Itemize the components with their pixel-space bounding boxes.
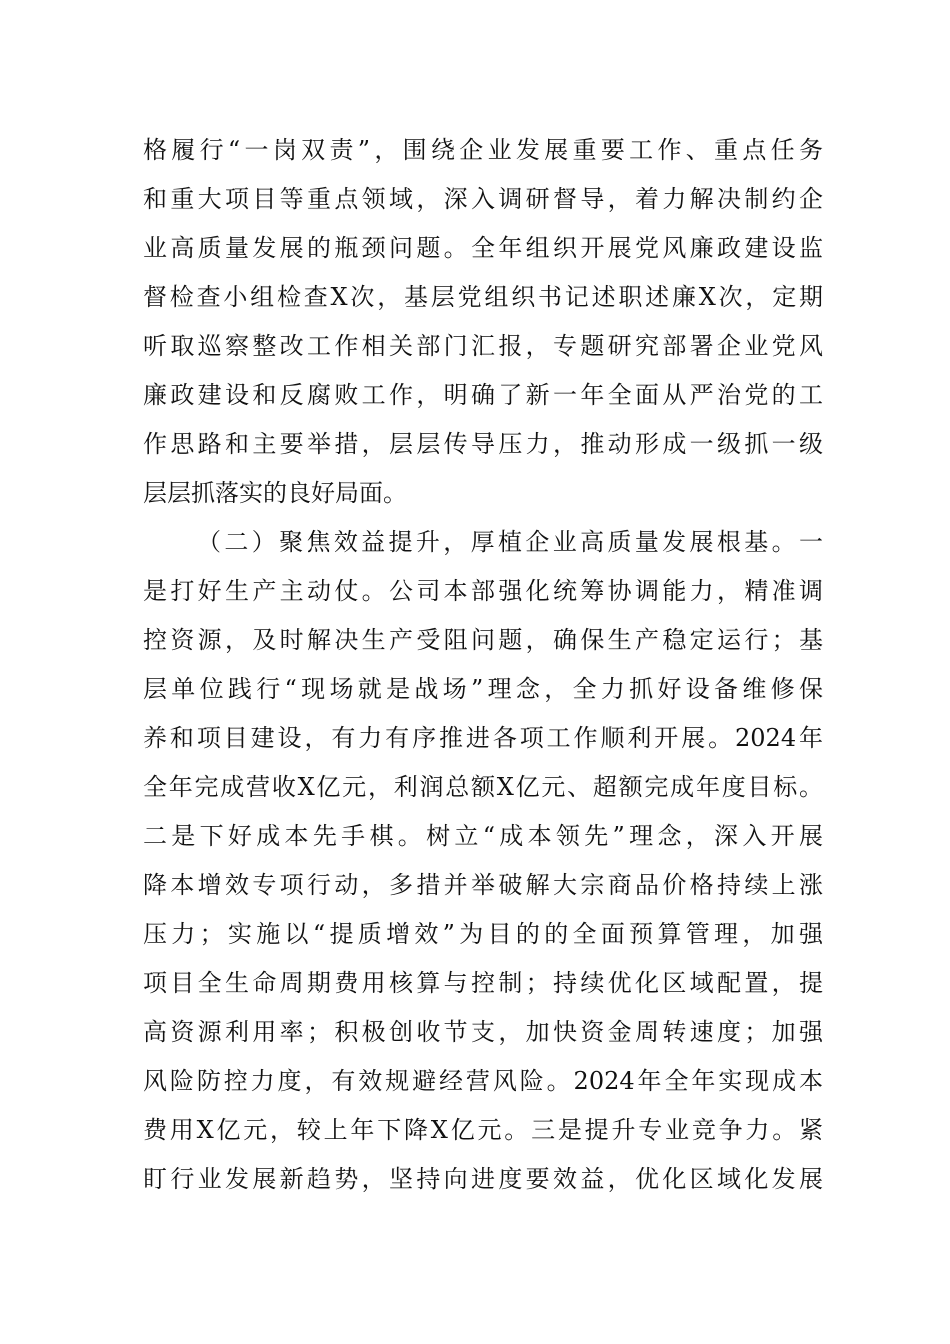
paragraph-end-line: 层层抓落实的良好局面。 [143,479,407,507]
section-heading-line: （二）聚焦效益提升，厚植企业高质量发展根基。一 [197,528,823,556]
text-line: 作思路和主要举措，层层传导压力，推动形成一级抓一级 [143,430,823,458]
text-line: 和重大项目等重点领域，深入调研督导，着力解决制约企 [143,185,823,213]
text-line: 盯行业发展新趋势，坚持向进度要效益，优化区域化发展 [143,1165,823,1193]
text-line: 全年完成营收X亿元，利润总额X亿元、超额完成年度目标。 [143,773,823,801]
text-line: 风险防控力度，有效规避经营风险。2024年全年实现成本 [143,1067,823,1095]
text-line: 费用X亿元，较上年下降X亿元。三是提升专业竞争力。紧 [143,1116,823,1144]
text-line: 项目全生命周期费用核算与控制；持续优化区域配置，提 [143,969,823,997]
text-line: 是打好生产主动仗。公司本部强化统筹协调能力，精准调 [143,577,823,605]
text-line: 降本增效专项行动，多措并举破解大宗商品价格持续上涨 [143,871,823,899]
text-line: 听取巡察整改工作相关部门汇报，专题研究部署企业党风 [143,332,823,360]
text-line: 廉政建设和反腐败工作，明确了新一年全面从严治党的工 [143,381,823,409]
text-line: 督检查小组检查X次，基层党组织书记述职述廉X次，定期 [143,283,823,311]
body-text [143,126,823,1204]
text-line: 二是下好成本先手棋。树立“成本领先”理念，深入开展 [143,822,823,850]
text-line: 层单位践行“现场就是战场”理念，全力抓好设备维修保 [143,675,823,703]
text-line: 压力；实施以“提质增效”为目的的全面预算管理，加强 [143,920,823,948]
text-line: 格履行“一岗双责”，围绕企业发展重要工作、重点任务 [143,136,823,164]
text-line: 控资源，及时解决生产受阻问题，确保生产稳定运行；基 [143,626,823,654]
text-line: 业高质量发展的瓶颈问题。全年组织开展党风廉政建设监 [143,234,823,262]
text-line: 高资源利用率；积极创收节支，加快资金周转速度；加强 [143,1018,823,1046]
text-line: 养和项目建设，有力有序推进各项工作顺利开展。2024年 [143,724,823,752]
